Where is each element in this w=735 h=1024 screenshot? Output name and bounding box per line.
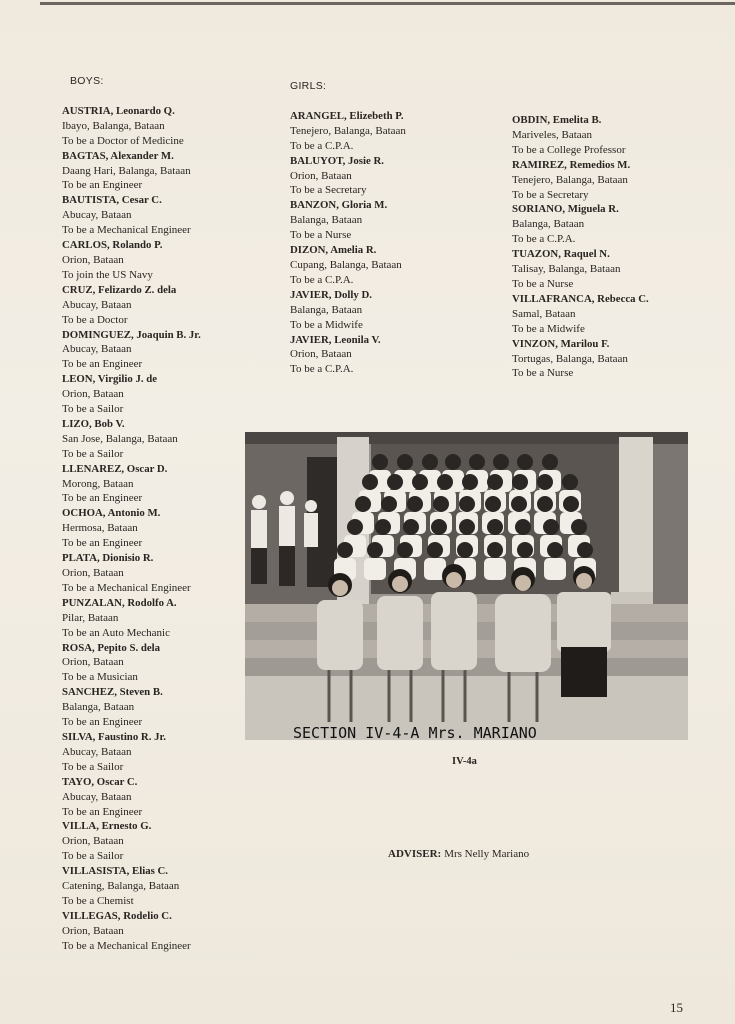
girls-column-2	[512, 113, 712, 381]
photo-caption: IV-4a	[452, 756, 477, 767]
student-address: Orion, Bataan	[290, 348, 352, 361]
student-address: Balanga, Bataan	[512, 218, 585, 231]
student-entry	[62, 462, 252, 507]
student-head	[537, 496, 553, 512]
student-goal: To be a Midwife	[512, 322, 585, 335]
student-head	[487, 474, 503, 490]
student-head	[337, 542, 353, 558]
student-name: BALUYOT, Josie R.	[290, 154, 384, 167]
student-goal: To be a Sailor	[62, 850, 124, 863]
student-entry	[62, 238, 252, 283]
student-name: TAYO, Oscar C.	[62, 775, 138, 788]
student-address: Orion, Bataan	[62, 253, 124, 266]
student-entry	[512, 292, 712, 337]
student-goal: To be a College Professor	[512, 143, 626, 156]
student-head	[433, 496, 449, 512]
student-head	[397, 542, 413, 558]
student-head	[387, 474, 403, 490]
student-goal: To be a C.P.A.	[290, 273, 354, 286]
student-name: LLENAREZ, Oscar D.	[62, 462, 168, 475]
student-address: Pilar, Bataan	[62, 611, 119, 624]
student-name: BAUTISTA, Cesar C.	[62, 194, 162, 207]
adviser-line	[388, 848, 529, 860]
student-head	[407, 496, 423, 512]
student-address: Balanga, Bataan	[290, 303, 363, 316]
student-head	[431, 519, 447, 535]
student-entry	[62, 641, 252, 686]
student-entry	[62, 730, 252, 775]
student-head	[381, 496, 397, 512]
adviser-label: ADVISER:	[388, 848, 442, 860]
student-head	[457, 542, 473, 558]
student-address: Abucay, Bataan	[62, 745, 132, 758]
student-name: BANZON, Gloria M.	[290, 199, 388, 212]
student-entry	[290, 154, 490, 199]
student-name: PLATA, Dionisio R.	[62, 552, 154, 565]
student-name: LIZO, Bob V.	[62, 417, 125, 430]
student-goal: To be an Engineer	[62, 358, 143, 371]
student-name: DOMINGUEZ, Joaquin B. Jr.	[62, 328, 201, 341]
student-head	[362, 474, 378, 490]
student-goal: To be a Nurse	[290, 229, 352, 242]
student-goal: To be a Nurse	[512, 277, 574, 290]
student-address: Orion, Bataan	[62, 835, 124, 848]
student-name: VILLEGAS, Rodelio C.	[62, 909, 172, 922]
student-head	[577, 542, 593, 558]
student-name: JAVIER, Dolly D.	[290, 288, 372, 301]
student-goal: To be a C.P.A.	[290, 139, 354, 152]
student-figure	[484, 558, 506, 580]
student-head	[485, 496, 501, 512]
student-entry	[62, 104, 252, 149]
student-head	[542, 454, 558, 470]
student-entry	[62, 328, 252, 373]
student-name: JAVIER, Leonila V.	[290, 333, 381, 346]
student-head	[422, 454, 438, 470]
student-goal: To be an Engineer	[62, 537, 143, 550]
student-entry	[62, 685, 252, 730]
student-name: VILLASISTA, Elias C.	[62, 865, 169, 878]
student-head	[367, 542, 383, 558]
boys-column	[62, 74, 252, 954]
page-number: 15	[670, 1000, 683, 1015]
student-entry	[62, 864, 252, 909]
student-head	[437, 474, 453, 490]
student-address: Abucay, Bataan	[62, 790, 132, 803]
student-name: DIZON, Amelia R.	[290, 244, 377, 257]
student-head	[412, 474, 428, 490]
girls-column	[290, 79, 490, 377]
student-entry	[62, 417, 252, 462]
student-name: CARLOS, Rolando P.	[62, 239, 163, 252]
student-address: Balanga, Bataan	[62, 701, 135, 714]
boys-heading: BOYS:	[70, 75, 104, 87]
student-address: Abucay, Bataan	[62, 343, 132, 356]
student-entry	[512, 158, 712, 203]
handwritten-caption: SECTION IV-4-A Mrs. MARIANO	[293, 724, 537, 740]
student-address: Daang Hari, Balanga, Bataan	[62, 164, 191, 177]
student-head	[512, 474, 528, 490]
student-head	[403, 519, 419, 535]
student-head	[462, 474, 478, 490]
student-entry	[62, 372, 252, 417]
student-entry	[62, 149, 252, 194]
student-head	[487, 542, 503, 558]
student-address: Abucay, Bataan	[62, 298, 132, 311]
student-address: Cupang, Balanga, Bataan	[290, 258, 402, 271]
student-name: TUAZON, Raquel N.	[512, 248, 610, 261]
student-head	[547, 542, 563, 558]
student-name: VILLA, Ernesto G.	[62, 820, 152, 833]
student-entry	[290, 288, 490, 333]
student-entry	[62, 775, 252, 820]
student-address: Balanga, Bataan	[290, 214, 363, 227]
student-head	[355, 496, 371, 512]
student-goal: To be an Engineer	[62, 179, 143, 192]
student-address: Orion, Bataan	[62, 567, 124, 579]
student-goal: To be a Secretary	[512, 188, 589, 201]
student-address: Orion, Bataan	[290, 169, 352, 182]
student-goal: To be a Musician	[62, 671, 138, 684]
student-head	[397, 454, 413, 470]
student-goal: To be a Mechanical Engineer	[62, 939, 191, 952]
student-head	[511, 496, 527, 512]
student-address: Catening, Balanga, Bataan	[62, 880, 180, 893]
student-name: SORIANO, Miguela R.	[512, 203, 619, 216]
student-head	[372, 454, 388, 470]
student-figure	[544, 558, 566, 580]
student-name: OBDIN, Emelita B.	[512, 114, 602, 126]
student-goal: To be a C.P.A.	[290, 363, 354, 376]
student-goal: To be an Engineer	[62, 716, 143, 729]
student-entry	[62, 909, 252, 954]
student-entry	[512, 202, 712, 247]
student-goal: To be a C.P.A.	[512, 233, 576, 246]
student-goal: To join the US Navy	[62, 268, 153, 281]
student-address: Samal, Bataan	[512, 307, 576, 320]
student-goal: To be a Mechanical Engineer	[62, 224, 191, 237]
student-goal: To be a Doctor of Medicine	[62, 134, 184, 147]
student-name: PUNZALAN, Rodolfo A.	[62, 596, 177, 609]
student-entry	[512, 113, 712, 158]
student-entry	[62, 819, 252, 864]
student-head	[563, 496, 579, 512]
student-name: SILVA, Faustino R. Jr.	[62, 730, 167, 743]
student-head	[537, 474, 553, 490]
student-goal: To be a Chemist	[62, 894, 134, 907]
student-name: VILLAFRANCA, Rebecca C.	[512, 292, 649, 305]
student-address: Talisay, Balanga, Bataan	[512, 263, 621, 276]
adviser-name: Mrs Nelly Mariano	[444, 848, 530, 860]
student-name: BAGTAS, Alexander M.	[62, 149, 174, 162]
student-head	[562, 474, 578, 490]
student-name: ROSA, Pepito S. dela	[62, 641, 161, 654]
student-address: Hermosa, Bataan	[62, 522, 138, 535]
student-head	[543, 519, 559, 535]
student-name: CRUZ, Felizardo Z. dela	[62, 283, 177, 296]
student-head	[571, 519, 587, 535]
student-name: VINZON, Marilou F.	[512, 337, 610, 350]
student-goal: To be a Sailor	[62, 447, 124, 460]
student-entry	[290, 109, 490, 154]
student-address: Tenejero, Balanga, Bataan	[512, 173, 628, 186]
student-goal: To be a Doctor	[62, 313, 128, 326]
student-address: Abucay, Bataan	[62, 209, 132, 222]
student-head	[517, 454, 533, 470]
student-figure	[364, 558, 386, 580]
student-entry	[62, 596, 252, 641]
student-address: Morong, Bataan	[62, 477, 134, 490]
student-address: Orion, Bataan	[62, 388, 124, 401]
student-goal: To be an Auto Mechanic	[62, 626, 170, 639]
student-head	[375, 519, 391, 535]
girls-heading: GIRLS:	[290, 80, 327, 92]
student-head	[445, 454, 461, 470]
student-head	[517, 542, 533, 558]
student-address: Tenejero, Balanga, Bataan	[290, 124, 406, 137]
student-address: Ibayo, Balanga, Bataan	[62, 119, 165, 132]
student-name: ARANGEL, Elizebeth P.	[290, 109, 404, 122]
student-head	[347, 519, 363, 535]
student-head	[487, 519, 503, 535]
student-name: AUSTRIA, Leonardo Q.	[62, 104, 175, 117]
class-photo	[245, 432, 688, 740]
student-head	[469, 454, 485, 470]
student-entry	[290, 243, 490, 288]
student-entry	[62, 506, 252, 551]
student-goal: To be a Sailor	[62, 403, 124, 416]
student-goal: To be an Engineer	[62, 805, 143, 818]
student-goal: To be a Nurse	[512, 367, 574, 380]
student-address: Mariveles, Bataan	[512, 128, 593, 141]
student-entry	[290, 198, 490, 243]
student-entry	[512, 337, 712, 382]
student-head	[493, 454, 509, 470]
student-head	[427, 542, 443, 558]
student-address: San Jose, Balanga, Bataan	[62, 432, 178, 445]
student-entry	[62, 551, 252, 596]
student-goal: To be a Sailor	[62, 760, 124, 773]
student-address: Tortugas, Balanga, Bataan	[512, 352, 628, 365]
student-entry	[290, 333, 490, 378]
student-goal: To be a Midwife	[290, 318, 363, 331]
student-name: LEON, Virgilio J. de	[62, 373, 158, 386]
student-name: OCHOA, Antonio M.	[62, 507, 161, 520]
student-head	[459, 496, 475, 512]
student-goal: To be a Mechanical Engineer	[62, 581, 191, 594]
student-address: Orion, Bataan	[62, 656, 124, 669]
student-goal: To be an Engineer	[62, 492, 143, 505]
student-goal: To be a Secretary	[290, 184, 367, 197]
student-entry	[62, 283, 252, 328]
student-entry	[62, 193, 252, 238]
student-head	[515, 519, 531, 535]
student-name: SANCHEZ, Steven B.	[62, 686, 163, 699]
student-address: Orion, Bataan	[62, 924, 124, 937]
top-rule	[40, 2, 735, 5]
student-entry	[512, 247, 712, 292]
student-name: RAMIREZ, Remedios M.	[512, 158, 631, 171]
student-head	[459, 519, 475, 535]
